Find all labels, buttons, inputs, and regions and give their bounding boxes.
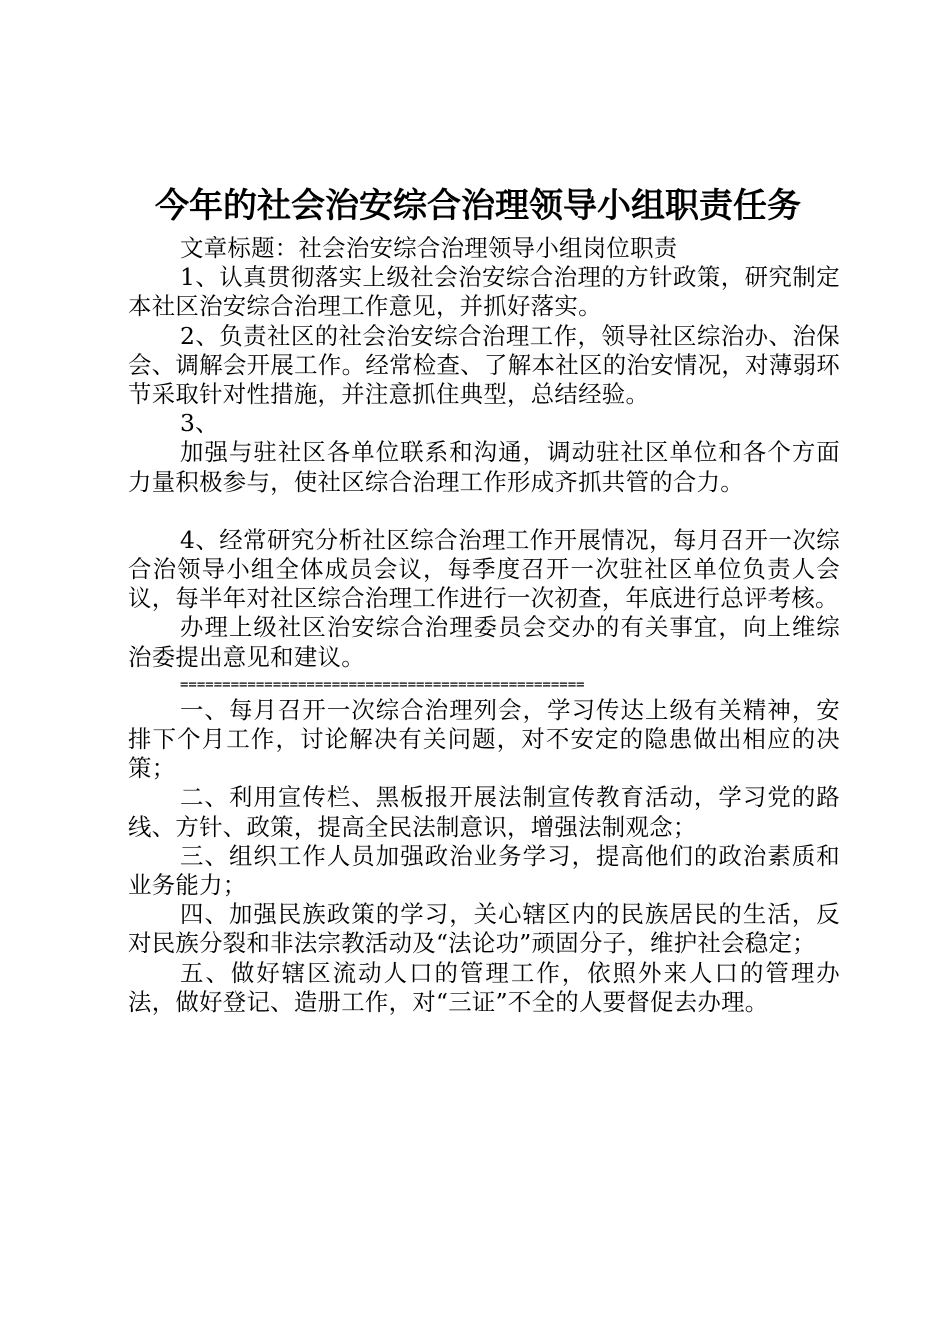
duty-paragraph-3-number: 3、 [180, 409, 219, 438]
duty-paragraph-1: 1、认真贯彻落实上级社会治安综合治理的方针政策，研究制定本社区治安综合治理工作意见，并抓好落实。 [128, 263, 840, 321]
document-page [128, 178, 840, 1017]
duty-paragraph-4: 4、经常研究分析社区综合治理工作开展情况，每月召开一次综合治领导小组全体成员会议，每季度召开一次驻社区单位负责人会议，每半年对社区综合治理工作进行一次初查，年底进行总评考核。 [128, 525, 840, 613]
duty-paragraph-3: 加强与驻社区各单位联系和沟通，调动驻社区单位和各个方面力量积极参与，使社区综合治理工作形成齐抓共管的合力。 [128, 438, 840, 496]
separator-line: ================================================ [180, 676, 585, 693]
duty-paragraph-5: 办理上级社区治安综合治理委员会交办的有关事宜，向上维综治委提出意见和建议。 [128, 613, 840, 671]
task-item-4: 四、加强民族政策的学习，关心辖区内的民族居民的生活，反对民族分裂和非法宗教活动及“法论功”顽固分子，维护社会稳定； [128, 900, 840, 958]
task-item-2: 二、利用宣传栏、黑板报开展法制宣传教育活动，学习党的路线、方针、政策，提高全民法制意识，增强法制观念； [128, 783, 840, 841]
task-item-3: 三、组织工作人员加强政治业务学习，提高他们的政治素质和业务能力； [128, 841, 840, 900]
article-heading: 文章标题：社会治安综合治理领导小组岗位职责 [180, 234, 678, 262]
task-item-1: 一、每月召开一次综合治理列会，学习传达上级有关精神，安排下个月工作，讨论解决有关问题，对不安定的隐患做出相应的决策； [128, 695, 840, 783]
blank-line [128, 497, 840, 526]
task-item-5: 五、做好辖区流动人口的管理工作，依照外来人口的管理办法，做好登记、造册工作，对“三证”不全的人要督促去办理。 [128, 958, 840, 1016]
duty-paragraph-2: 2、负责社区的社会治安综合治理工作，领导社区综治办、治保会、调解会开展工作。经常检查、了解本社区的治安情况，对薄弱环节采取针对性措施，并注意抓住典型，总结经验。 [128, 321, 840, 409]
document-title: 今年的社会治安综合治理领导小组职责任务 [155, 186, 801, 226]
